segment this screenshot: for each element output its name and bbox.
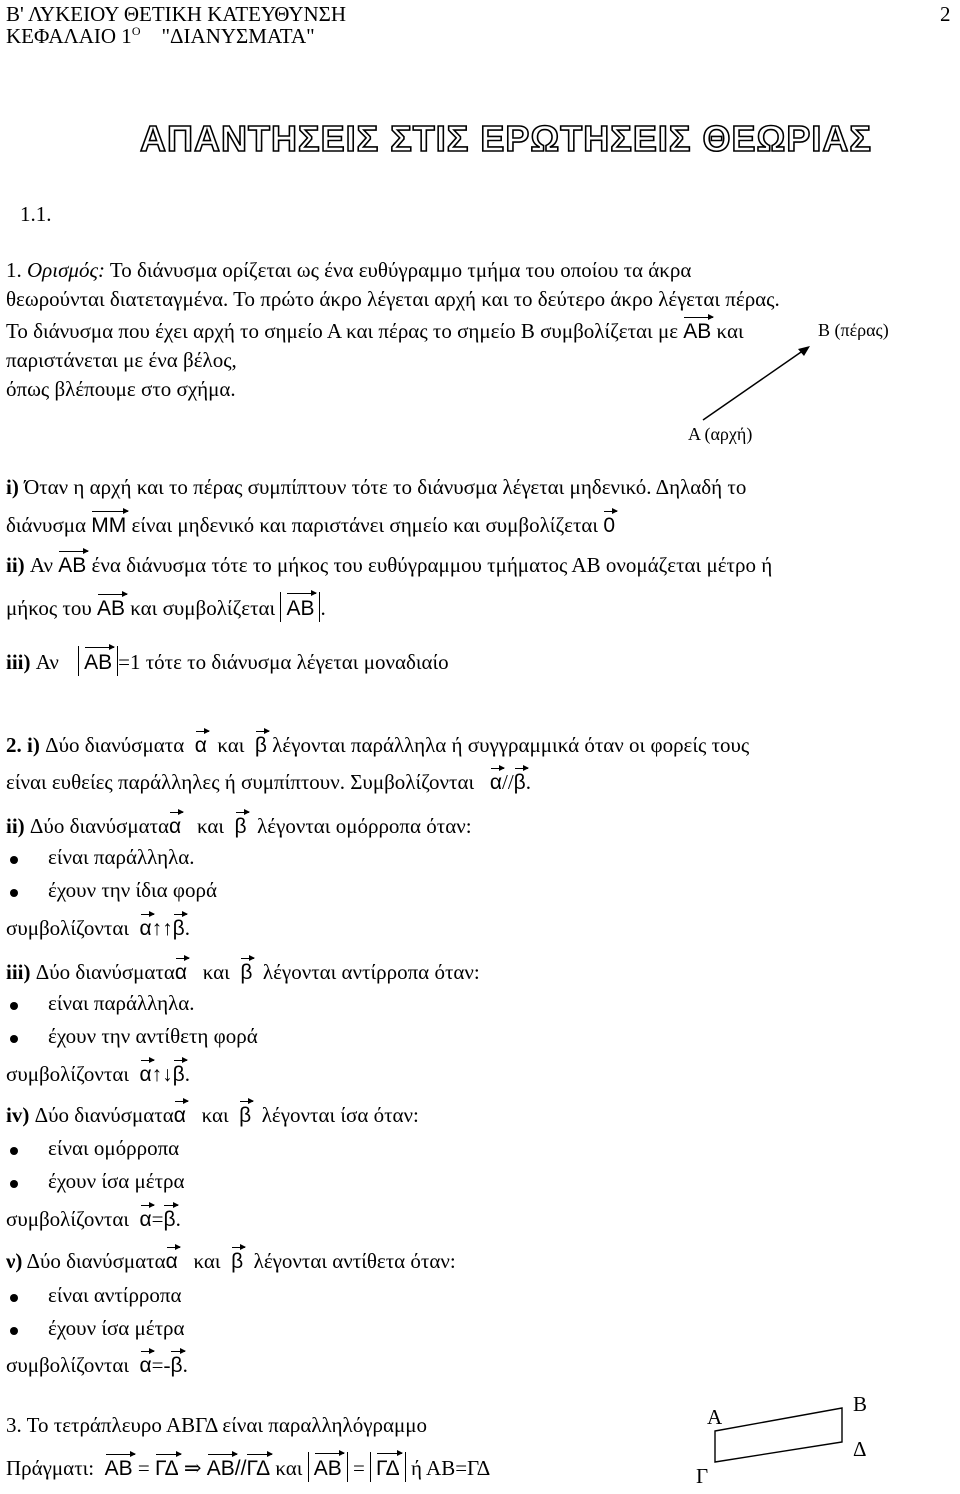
q1-ii-text: ένα διάνυσμα τότε το μήκος του ευθύγραμμου τμήματος ΑΒ ονομάζεται μέτρο ή	[91, 553, 773, 577]
vector-alpha: α	[195, 730, 207, 758]
q1-line4: παριστάνεται με ένα βέλος,	[6, 348, 237, 372]
q2-ii-end: λέγονται ομόρροπα όταν:	[257, 814, 472, 838]
q1-def-text: Το διάνυσμα ορίζεται ως ένα ευθύγραμμο τμήμα του οποίου τα άκρα	[105, 258, 692, 282]
period: .	[184, 916, 190, 940]
q2-v-end: λέγονται αντίθετα όταν:	[253, 1249, 456, 1273]
q2-v-symbol	[6, 1350, 188, 1378]
q2-i-text-a: Δύο διανύσματα	[39, 733, 185, 757]
q1-ii-if: Αν	[24, 553, 54, 577]
fig-label-A: Α	[707, 1405, 723, 1429]
q2-v-line	[6, 1246, 456, 1274]
q1-ii-line2	[6, 592, 326, 622]
same-direction-symbol: ↑↑	[151, 916, 173, 940]
section-label: 1.1.	[20, 202, 52, 226]
magnitude-AB-q3	[308, 1452, 348, 1482]
q2-iv-and: και	[201, 1103, 229, 1127]
parallelogram-figure	[700, 1398, 860, 1468]
q2-ii-label: ii)	[6, 814, 25, 838]
q1-line3-text: Το διάνυσμα που έχει αρχή το σημείο Α και πέρας το σημείο Β συμβολίζεται με	[6, 319, 679, 343]
header-line1: Β' ΛΥΚΕΙΟΥ ΘΕΤΙΚΗ ΚΑΤΕΥΘΥΝΣΗ	[6, 2, 347, 26]
bullet	[10, 889, 18, 897]
vector-AB-ii: ΑΒ	[58, 550, 86, 578]
fig-label-D: Δ	[853, 1437, 867, 1461]
vector-GD-q3: ΓΔ	[155, 1453, 179, 1481]
q2-iii-end: λέγονται αντίρροπα όταν:	[262, 960, 480, 984]
q1-line5: όπως βλέπουμε στο σχήμα.	[6, 377, 236, 401]
q2-i-line1	[6, 730, 749, 758]
eq-symbol: =	[352, 1456, 365, 1480]
header-line2	[6, 24, 315, 49]
q2-iv-bullet2: έχουν ίσα μέτρα	[48, 1169, 185, 1193]
magnitude-AB-iii	[78, 646, 118, 676]
bullet	[10, 1002, 18, 1010]
q3-line1: 3. Το τετράπλευρο ΑΒΓΔ είναι παραλληλόγραμμο	[6, 1413, 428, 1437]
vector-AB: ΑΒ	[683, 316, 711, 344]
vector-beta-iii-sym: β	[173, 1059, 185, 1087]
vector-beta-iv-sym: β	[163, 1204, 175, 1232]
q2-head: 2. i)	[6, 733, 40, 757]
q2-iv-text: Δύο διανύσματα	[29, 1103, 174, 1127]
q2-i2-text: είναι ευθείες παράλληλες ή συμπίπτουν. Συμβολίζονται	[6, 770, 475, 794]
vector-alpha-v-sym: α	[140, 1350, 152, 1378]
q2-v-and: και	[193, 1249, 221, 1273]
eq-symbol: =	[137, 1456, 150, 1480]
q2-v-bullet2: έχουν ίσα μέτρα	[48, 1316, 185, 1340]
q1-ii2-text-a: μήκος του	[6, 596, 92, 620]
q1-iii-if: Αν	[30, 650, 59, 674]
period: .	[175, 1207, 181, 1231]
q1-ii-line1	[6, 550, 772, 578]
q2-iii-and: και	[202, 960, 230, 984]
magnitude-GD-q3	[370, 1452, 406, 1482]
page-title: ΑΠΑΝΤΗΣΕΙΣ ΣΤΙΣ ΕΡΩΤΗΣΕΙΣ ΘΕΩΡΙΑΣ	[140, 118, 872, 159]
q2-i-and: και	[217, 733, 245, 757]
equal-symbol: =	[151, 1207, 164, 1231]
parallel-symbol: //	[502, 770, 514, 794]
vector-AB-q3b: ΑΒ	[207, 1453, 235, 1481]
q2-iii-text: Δύο διανύσματα	[30, 960, 175, 984]
bullet	[10, 1147, 18, 1155]
q1-num: 1.	[6, 258, 22, 282]
bullet	[10, 1294, 18, 1302]
vector-alpha-iii-sym: α	[140, 1059, 152, 1087]
q2-iii-symbol	[6, 1059, 190, 1087]
q2-ii-line	[6, 811, 472, 839]
vector-beta-ii: β	[235, 811, 247, 839]
q2-ii-bullet1: είναι παράλληλα.	[48, 845, 195, 869]
vector-MM: ΜΜ	[91, 510, 126, 538]
q2-iv-end: λέγονται ίσα όταν:	[261, 1103, 419, 1127]
vector-GD-q3-mag: ΓΔ	[376, 1452, 400, 1482]
q1-line1	[6, 258, 691, 283]
symbolized-text: συμβολίζονται	[6, 1207, 129, 1231]
q1-ii-period: .	[320, 596, 326, 620]
q2-i-text-b: λέγονται παράλληλα ή συγγραμμικά όταν οι φορείς τους	[272, 733, 750, 757]
q2-iii-bullet2: έχουν την αντίθετη φορά	[48, 1024, 258, 1048]
q1-i2-text-a: διάνυσμα	[6, 513, 87, 537]
q2-iii-bullet1: είναι παράλληλα.	[48, 991, 195, 1015]
period: .	[184, 1062, 190, 1086]
q1-i-text: Όταν η αρχή και το πέρας συμπίπτουν τότε το διάνυσμα λέγεται μηδενικό. Δηλαδή το	[18, 475, 747, 499]
symbolized-text: συμβολίζονται	[6, 1062, 129, 1086]
vector-alpha-v: α	[166, 1246, 178, 1274]
vector-GD-q3b: ΓΔ	[246, 1453, 270, 1481]
symbolized-text: συμβολίζονται	[6, 1353, 129, 1377]
header-topic: "ΔΙΑΝΥΣΜΑΤΑ"	[161, 24, 315, 48]
fig-label-B: Β	[853, 1392, 868, 1416]
q3-proof-label: Πράγματι:	[6, 1456, 95, 1480]
q1-line3-and: και	[716, 319, 744, 343]
vector-AB-mag: ΑΒ	[286, 592, 314, 622]
q1-ii2-text-b: και συμβολίζεται	[130, 596, 276, 620]
parallelogram-shape	[715, 1408, 842, 1462]
q1-iii-label: iii)	[6, 650, 31, 674]
vector-alpha-par: α	[490, 767, 502, 795]
vector-AB-ii2: ΑΒ	[97, 593, 125, 621]
vector-AB-q3: ΑΒ	[105, 1453, 133, 1481]
header-chapter: ΚΕΦΑΛΑΙΟ 1	[6, 24, 132, 48]
q1-iii-line	[6, 646, 449, 676]
q1-line2: θεωρούνται διατεταγμένα. Το πρώτο άκρο λέγεται αρχή και το δεύτερο άκρο λέγεται πέρας.	[6, 287, 780, 311]
bullet	[10, 1327, 18, 1335]
vector-beta-iv: β	[239, 1100, 251, 1128]
opposite-direction-symbol: ↑↓	[151, 1062, 173, 1086]
q2-iv-label: iv)	[6, 1103, 30, 1127]
vector-alpha-iii: α	[175, 957, 187, 985]
q1-iii-text: =1 τότε το διάνυσμα λέγεται μοναδιαίο	[118, 650, 449, 674]
fig-label-G: Γ	[696, 1464, 709, 1488]
vector-arrow-head	[798, 346, 810, 356]
vector-alpha-ii-sym: α	[140, 913, 152, 941]
negative-equal-symbol: =-	[151, 1353, 171, 1377]
vector-AB-iii: ΑΒ	[84, 646, 112, 676]
q2-v-label: ν)	[6, 1249, 23, 1273]
vector-AB-q3-mag: ΑΒ	[314, 1452, 342, 1482]
vector-beta: β	[255, 730, 267, 758]
q2-iv-line	[6, 1100, 419, 1128]
vector-arrow-line	[703, 350, 804, 420]
q3-and: και	[275, 1456, 303, 1480]
q1-i-line1	[6, 475, 746, 500]
q2-ii-text: Δύο διανύσματα	[24, 814, 170, 838]
q2-iii-line	[6, 957, 480, 985]
q2-iv-bullet1: είναι ομόρροπα	[48, 1136, 180, 1160]
vector-beta-par: β	[514, 767, 526, 795]
parallel-symbol-q3: //	[234, 1457, 247, 1480]
q1-i2-text-b: είναι μηδενικό και παριστάνει σημείο και συμβολίζεται	[131, 513, 599, 537]
q2-ii-symbol	[6, 913, 190, 941]
q2-period: .	[525, 770, 532, 794]
q2-iii-label: iii)	[6, 960, 31, 984]
q1-i-label: i)	[6, 475, 19, 499]
period: .	[182, 1353, 188, 1377]
vector-beta-v-sym: β	[170, 1350, 182, 1378]
implies-symbol: ⇒	[183, 1456, 202, 1480]
vector-beta-v: β	[231, 1246, 243, 1274]
q2-i-line2	[6, 767, 531, 795]
figure-label-end: Β (πέρας)	[818, 320, 889, 340]
q3-line2	[6, 1452, 490, 1482]
q2-iv-symbol	[6, 1204, 181, 1232]
q1-line3	[6, 316, 744, 344]
header-chapter-sup: Ο	[131, 24, 141, 38]
q1-i-line2	[6, 510, 615, 538]
q2-v-text: Δύο διανύσματα	[22, 1249, 166, 1273]
q1-def-label: Ορισμός:	[27, 258, 105, 282]
q2-ii-and: και	[196, 814, 224, 838]
magnitude-AB	[280, 592, 320, 622]
vector-alpha-ii: α	[169, 811, 181, 839]
q2-v-bullet1: είναι αντίρροπα	[48, 1283, 182, 1307]
bullet	[10, 1180, 18, 1188]
q1-ii-label: ii)	[6, 553, 25, 577]
bullet	[10, 856, 18, 864]
vector-beta-iii: β	[240, 957, 252, 985]
vector-alpha-iv-sym: α	[140, 1204, 152, 1232]
bullet	[10, 1035, 18, 1043]
page-number: 2	[940, 2, 951, 26]
vector-alpha-iv: α	[174, 1100, 186, 1128]
vector-beta-ii-sym: β	[173, 913, 185, 941]
vector-figure	[700, 340, 820, 425]
q2-ii-bullet2: έχουν την ίδια φορά	[48, 878, 218, 902]
figure-label-start: Α (αρχή)	[688, 424, 753, 444]
q3-or-text: ή ΑΒ=ΓΔ	[410, 1456, 491, 1480]
symbolized-text: συμβολίζονται	[6, 916, 129, 940]
vector-zero: 0	[603, 510, 615, 538]
